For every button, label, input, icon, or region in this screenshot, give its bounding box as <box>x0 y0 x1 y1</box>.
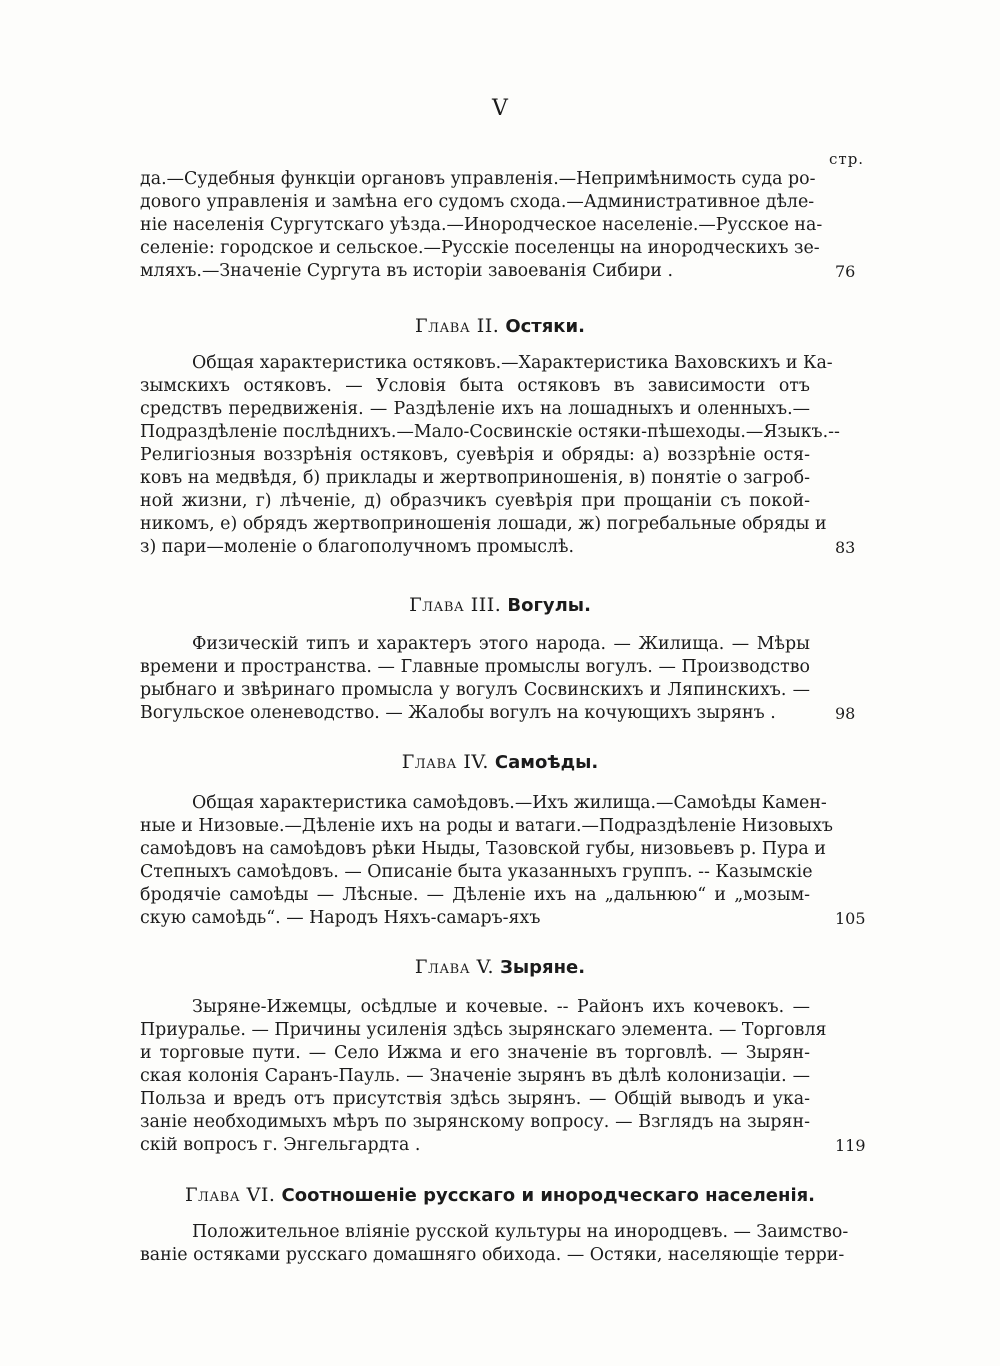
text-line: Подраздѣленіе послѣднихъ.—Мало-Сосвинскіе остяки-пѣшеходы.—Языкъ.-- <box>140 422 840 442</box>
text-line: зымскихъ остяковъ. — Условія быта остяковъ въ зависимости отъ <box>140 376 810 396</box>
chapter-summary <box>140 352 856 559</box>
text-line-content: з) пари—моленіе о благополучномъ промыслѣ. <box>140 537 575 557</box>
text-line: Положительное вліяніе русской культуры на инородцевъ. — Заимство- <box>192 1222 849 1242</box>
chapter-title: Зыряне. <box>500 957 586 978</box>
text-line: средствъ передвиженія. — Раздѣленіе ихъ на лошадныхъ и оленныхъ.— <box>140 399 810 419</box>
text-line: бродячіе самоѣды — Лѣсные. — Дѣленіе ихъ на „дальнюю“ и „мозым- <box>140 885 810 905</box>
chapter-heading <box>0 749 1000 776</box>
chapter-label: Глава V. <box>414 956 495 978</box>
page-number: V <box>492 96 508 121</box>
chapter-summary <box>140 792 866 930</box>
chapter-label: Глава IV. <box>401 751 489 773</box>
chapter-summary <box>140 996 866 1157</box>
text-line: никомъ, е) обрядъ жертвоприношенія лошади, ж) погребальные обряды и <box>140 514 827 534</box>
page-reference: 98 <box>835 704 856 723</box>
text-line: ной жизни, г) лѣченіе, д) образчикъ суевѣрія при прощаніи съ покой- <box>140 491 810 511</box>
text-line: да.—Судебныя функціи органовъ управленія.—Непримѣнимость суда ро- <box>140 169 816 189</box>
text-line: рыбнаго и звѣринаго промысла у вогулъ Сосвинскихъ и Ляпинскихъ. — <box>140 680 810 700</box>
chapter-summary <box>140 633 856 725</box>
text-line: Физическій типъ и характеръ этого народа. — Жилища. — Мѣры <box>192 634 810 654</box>
intro-paragraph <box>140 168 856 283</box>
text-line <box>140 536 856 559</box>
text-line: дового управленія и замѣна его судомъ схода.—Административное дѣле- <box>140 192 815 212</box>
text-line: ные и Низовые.—Дѣленіе ихъ на роды и ватаги.—Подраздѣленіе Низовыхъ <box>140 816 833 836</box>
chapter-heading <box>0 592 1000 619</box>
text-line: самоѣдовъ на самоѣдовъ рѣки Ныды, Тазовской губы, низовьевъ р. Пура и <box>140 839 826 859</box>
text-line: и торговые пути. — Село Ижма и его значеніе въ торговлѣ. — Зырян- <box>140 1043 810 1063</box>
text-line-content: мляхъ.—Значеніе Сургута въ исторіи завоеванія Сибири . <box>140 261 673 281</box>
page-reference: 76 <box>835 262 856 281</box>
text-line: ваніе остяками русскаго домашняго обихода. — Остяки, населяющіе терри- <box>140 1245 845 1265</box>
chapter-title: Соотношеніе русскаго и инородческаго населенія. <box>281 1185 816 1206</box>
chapter-label: Глава VI. <box>184 1184 276 1206</box>
text-line: заніе необходимыхъ мѣръ по зырянскому вопросу. — Взглядъ на зырян- <box>140 1112 810 1132</box>
text-line-content: скую самоѣдь“. — Народъ Няхъ-самаръ-яхъ <box>140 908 541 928</box>
text-line <box>140 702 856 725</box>
text-line: Приуралье. — Причины усиленія здѣсь зырянскаго элемента. — Торговля <box>140 1020 827 1040</box>
text-line: Степныхъ самоѣдовъ. — Описаніе быта указанныхъ группъ. -- Казымскіе <box>140 862 813 882</box>
text-line: Общая характеристика самоѣдовъ.—Ихъ жилища.—Самоѣды Камен- <box>192 793 827 813</box>
chapter-heading <box>0 1182 1000 1209</box>
text-line-content: скій вопросъ г. Энгельгардта . <box>140 1135 421 1155</box>
page-reference: 119 <box>835 1136 866 1155</box>
text-line: Польза и вредъ отъ присутствія здѣсь зырянъ. — Общій выводъ и ука- <box>140 1089 810 1109</box>
chapter-title: Вогулы. <box>507 595 591 616</box>
chapter-label: Глава II. <box>415 315 500 337</box>
text-line <box>140 907 866 930</box>
chapter-title: Остяки. <box>505 316 585 337</box>
chapter-label: Глава III. <box>409 594 502 616</box>
text-line: ніе населенія Сургутскаго уѣзда.—Инородческое населеніе.—Русское на- <box>140 215 823 235</box>
text-line <box>140 260 856 283</box>
text-line: Религіозныя воззрѣнія остяковъ, суевѣрія и обряды: а) воззрѣніе остя- <box>140 445 810 465</box>
text-line: селеніе: городское и сельское.—Русскіе поселенцы на инородческихъ зе- <box>140 238 820 258</box>
page-column-label: стр. <box>829 150 865 168</box>
text-line: времени и пространства. — Главные промыслы вогулъ. — Производство <box>140 657 810 677</box>
chapter-summary <box>140 1221 849 1267</box>
text-line: Общая характеристика остяковъ.—Характеристика Ваховскихъ и Ка- <box>192 353 833 373</box>
chapter-heading <box>0 954 1000 981</box>
text-line-content: Вогульское оленеводство. — Жалобы вогулъ на кочующихъ зырянъ . <box>140 703 776 723</box>
page-reference: 83 <box>835 538 856 557</box>
page-reference: 105 <box>835 909 866 928</box>
text-line: ковъ на медвѣдя, б) приклады и жертвоприношенія, в) понятіе о загроб- <box>140 468 810 488</box>
text-line: Зыряне-Ижемцы, осѣдлые и кочевые. -- Районъ ихъ кочевокъ. — <box>192 997 810 1017</box>
chapter-title: Самоѣды. <box>494 752 599 773</box>
text-line <box>140 1134 866 1157</box>
chapter-heading <box>0 313 1000 340</box>
text-line: ская колонія Саранъ-Пауль. — Значеніе зырянъ въ дѣлѣ колонизаціи. — <box>140 1066 810 1086</box>
